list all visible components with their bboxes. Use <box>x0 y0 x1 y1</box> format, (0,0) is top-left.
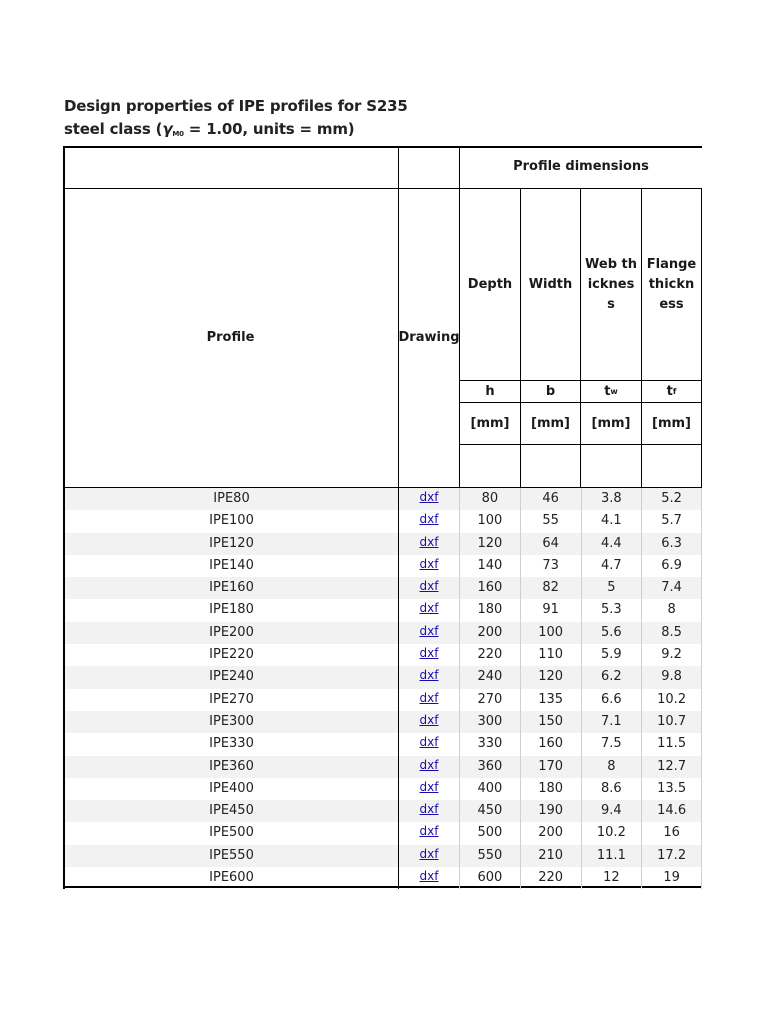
tf-subscript: f <box>672 386 677 396</box>
profile-name-cell: IPE220 <box>63 644 398 666</box>
depth-cell: 180 <box>459 599 520 621</box>
flange-thickness-cell: 13.5 <box>641 778 702 800</box>
profile-name-cell: IPE400 <box>63 778 398 800</box>
width-symbol <box>520 381 580 403</box>
flange-thickness-cell: 10.7 <box>641 711 702 733</box>
table-row <box>63 867 702 889</box>
flange-thickness-cell: 12.7 <box>641 756 702 778</box>
depth-spacer <box>459 445 520 488</box>
gamma-symbol: γ <box>162 120 173 138</box>
dxf-download-link[interactable]: dxf <box>419 556 439 571</box>
dxf-download-link[interactable]: dxf <box>419 668 439 683</box>
title-line-2 <box>64 118 424 146</box>
table-row <box>63 577 702 599</box>
profile-name-cell: IPE270 <box>63 689 398 711</box>
flange-thickness-cell: 6.3 <box>641 533 702 555</box>
depth-cell: 200 <box>459 622 520 644</box>
drawing-cell <box>398 622 459 644</box>
dxf-download-link[interactable]: dxf <box>419 869 439 884</box>
drawing-cell <box>398 599 459 621</box>
flange-thickness-cell: 16 <box>641 822 702 844</box>
drawing-cell <box>398 845 459 867</box>
profile-name-cell: IPE180 <box>63 599 398 621</box>
web-thickness-unit: [mm] <box>580 403 641 445</box>
profile-name-cell: IPE240 <box>63 666 398 688</box>
header-blank-drawing <box>398 146 459 189</box>
width-spacer <box>520 445 580 488</box>
flange-thickness-cell: 9.2 <box>641 644 702 666</box>
table-row <box>63 778 702 800</box>
profile-name-cell: IPE120 <box>63 533 398 555</box>
table-row <box>63 666 702 688</box>
dxf-download-link[interactable]: dxf <box>419 646 439 661</box>
profile-name-cell: IPE160 <box>63 577 398 599</box>
width-cell: 110 <box>520 644 581 666</box>
gamma-subscript: M0 <box>172 130 184 138</box>
depth-cell: 220 <box>459 644 520 666</box>
profile-name-cell: IPE550 <box>63 845 398 867</box>
table-row <box>63 533 702 555</box>
page-title <box>64 95 424 146</box>
width-cell: 135 <box>520 689 581 711</box>
profile-name-cell: IPE200 <box>63 622 398 644</box>
depth-cell: 360 <box>459 756 520 778</box>
dxf-download-link[interactable]: dxf <box>419 802 439 817</box>
flange-thickness-unit: [mm] <box>641 403 702 445</box>
web-thickness-cell: 4.4 <box>581 533 642 555</box>
profile-name-cell: IPE360 <box>63 756 398 778</box>
depth-cell: 300 <box>459 711 520 733</box>
ipe-properties-table <box>63 146 702 888</box>
flange-thickness-cell: 14.6 <box>641 800 702 822</box>
depth-cell: 140 <box>459 555 520 577</box>
depth-cell: 400 <box>459 778 520 800</box>
depth-cell: 100 <box>459 510 520 532</box>
width-cell: 91 <box>520 599 581 621</box>
drawing-cell <box>398 689 459 711</box>
depth-unit: [mm] <box>459 403 520 445</box>
profile-dimensions-header: Profile dimensions <box>459 146 702 189</box>
web-thickness-cell: 5 <box>581 577 642 599</box>
drawing-cell <box>398 577 459 599</box>
profile-name-cell: IPE300 <box>63 711 398 733</box>
flange-thickness-cell: 5.2 <box>641 488 702 510</box>
table-row <box>63 510 702 532</box>
table-row <box>63 644 702 666</box>
drawing-cell <box>398 666 459 688</box>
drawing-cell <box>398 510 459 532</box>
dxf-download-link[interactable]: dxf <box>419 712 439 727</box>
web-thickness-cell: 10.2 <box>581 822 642 844</box>
flange-thickness-cell: 17.2 <box>641 845 702 867</box>
web-thickness-cell: 5.9 <box>581 644 642 666</box>
width-cell: 82 <box>520 577 581 599</box>
profile-name-cell: IPE80 <box>63 488 398 510</box>
drawing-cell <box>398 778 459 800</box>
dxf-download-link[interactable]: dxf <box>419 779 439 794</box>
width-cell: 55 <box>520 510 581 532</box>
profile-name-cell: IPE600 <box>63 867 398 889</box>
web-thickness-cell: 4.1 <box>581 510 642 532</box>
title-line-1: Design properties of IPE profiles for S235 <box>64 97 408 115</box>
dxf-download-link[interactable]: dxf <box>419 512 439 527</box>
dxf-download-link[interactable]: dxf <box>419 757 439 772</box>
width-cell: 64 <box>520 533 581 555</box>
width-cell: 210 <box>520 845 581 867</box>
drawing-cell <box>398 644 459 666</box>
table-row <box>63 689 702 711</box>
web-thickness-cell: 7.5 <box>581 733 642 755</box>
web-thickness-column-header: Web thickness <box>580 189 641 381</box>
profile-name-cell: IPE100 <box>63 510 398 532</box>
web-spacer <box>580 445 641 488</box>
drawing-cell <box>398 756 459 778</box>
web-thickness-cell: 5.3 <box>581 599 642 621</box>
web-thickness-cell: 7.1 <box>581 711 642 733</box>
web-thickness-cell: 5.6 <box>581 622 642 644</box>
table-row <box>63 622 702 644</box>
dxf-download-link[interactable]: dxf <box>419 824 439 839</box>
depth-symbol-text: h <box>485 383 495 399</box>
flange-thickness-cell: 7.4 <box>641 577 702 599</box>
depth-cell: 240 <box>459 666 520 688</box>
depth-cell: 160 <box>459 577 520 599</box>
web-thickness-cell: 8 <box>581 756 642 778</box>
width-cell: 180 <box>520 778 581 800</box>
profile-column-header: Profile <box>63 189 398 488</box>
drawing-cell <box>398 822 459 844</box>
flange-thickness-column-header: Flange thickness <box>641 189 702 381</box>
profile-name-cell: IPE140 <box>63 555 398 577</box>
depth-cell: 450 <box>459 800 520 822</box>
width-cell: 100 <box>520 622 581 644</box>
depth-column-header: Depth <box>459 189 520 381</box>
web-thickness-symbol <box>580 381 641 403</box>
width-symbol-text: b <box>545 383 556 399</box>
dxf-download-link[interactable]: dxf <box>419 623 439 638</box>
width-cell: 120 <box>520 666 581 688</box>
drawing-cell <box>398 711 459 733</box>
depth-cell: 500 <box>459 822 520 844</box>
width-cell: 200 <box>520 822 581 844</box>
dxf-download-link[interactable]: dxf <box>419 735 439 750</box>
depth-cell: 330 <box>459 733 520 755</box>
table-row <box>63 756 702 778</box>
profile-name-cell: IPE330 <box>63 733 398 755</box>
drawing-cell <box>398 488 459 510</box>
tw-symbol-text: t <box>604 383 611 399</box>
tw-subscript: w <box>610 386 618 396</box>
drawing-column-header: Drawing <box>398 189 459 488</box>
dxf-download-link[interactable]: dxf <box>419 846 439 861</box>
width-cell: 170 <box>520 756 581 778</box>
header-blank-profile <box>63 146 398 189</box>
width-column-header: Width <box>520 189 580 381</box>
web-thickness-cell: 8.6 <box>581 778 642 800</box>
depth-cell: 120 <box>459 533 520 555</box>
dxf-download-link[interactable]: dxf <box>419 579 439 594</box>
web-thickness-cell: 6.2 <box>581 666 642 688</box>
depth-cell: 550 <box>459 845 520 867</box>
width-cell: 46 <box>520 488 581 510</box>
web-thickness-cell: 9.4 <box>581 800 642 822</box>
depth-symbol <box>459 381 520 403</box>
width-cell: 73 <box>520 555 581 577</box>
drawing-cell <box>398 555 459 577</box>
web-thickness-cell: 6.6 <box>581 689 642 711</box>
dxf-download-link[interactable]: dxf <box>419 490 439 504</box>
flange-thickness-symbol <box>641 381 702 403</box>
flange-thickness-cell: 9.8 <box>641 666 702 688</box>
web-thickness-cell: 4.7 <box>581 555 642 577</box>
flange-thickness-cell: 6.9 <box>641 555 702 577</box>
table-row <box>63 800 702 822</box>
flange-spacer <box>641 445 702 488</box>
profile-name-cell: IPE450 <box>63 800 398 822</box>
flange-thickness-cell: 19 <box>641 867 702 889</box>
width-cell: 150 <box>520 711 581 733</box>
table-row <box>63 845 702 867</box>
drawing-cell <box>398 733 459 755</box>
flange-thickness-cell: 10.2 <box>641 689 702 711</box>
flange-thickness-cell: 8 <box>641 599 702 621</box>
dxf-download-link[interactable]: dxf <box>419 690 439 705</box>
table-row <box>63 599 702 621</box>
dxf-download-link[interactable]: dxf <box>419 601 439 616</box>
profile-name-cell: IPE500 <box>63 822 398 844</box>
table-row <box>63 711 702 733</box>
depth-cell: 270 <box>459 689 520 711</box>
table-row <box>63 822 702 844</box>
drawing-cell <box>398 800 459 822</box>
table-row <box>63 488 702 510</box>
title-suffix: = 1.00, units = mm) <box>183 120 355 138</box>
table-row <box>63 555 702 577</box>
web-thickness-cell: 3.8 <box>581 488 642 510</box>
depth-cell: 80 <box>459 488 520 510</box>
table-row <box>63 733 702 755</box>
web-thickness-cell: 11.1 <box>581 845 642 867</box>
flange-thickness-cell: 11.5 <box>641 733 702 755</box>
flange-thickness-cell: 8.5 <box>641 622 702 644</box>
title-prefix: steel class ( <box>64 120 163 138</box>
width-cell: 190 <box>520 800 581 822</box>
depth-cell: 600 <box>459 867 520 889</box>
drawing-cell <box>398 867 459 889</box>
drawing-cell <box>398 533 459 555</box>
web-thickness-cell: 12 <box>581 867 642 889</box>
dxf-download-link[interactable]: dxf <box>419 534 439 549</box>
width-unit: [mm] <box>520 403 580 445</box>
flange-thickness-cell: 5.7 <box>641 510 702 532</box>
width-cell: 160 <box>520 733 581 755</box>
tf-symbol-text: t <box>666 383 673 399</box>
table-body <box>63 488 702 889</box>
width-cell: 220 <box>520 867 581 889</box>
